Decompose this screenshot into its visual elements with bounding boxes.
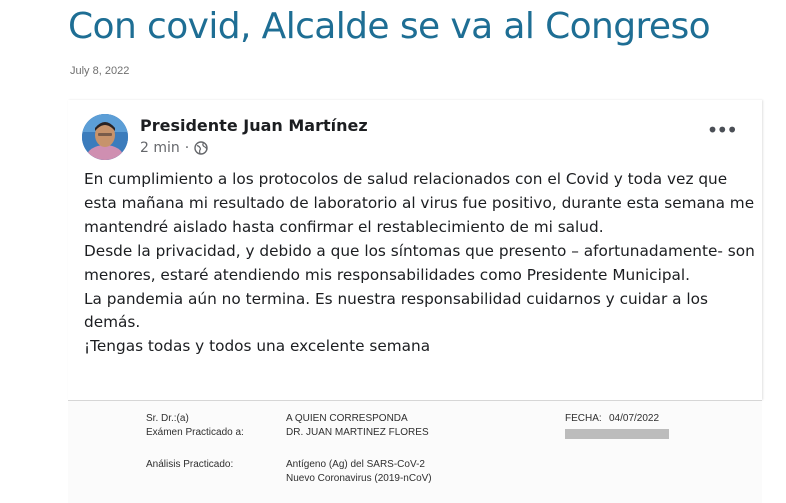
doc-sr-value: A QUIEN CORRESPONDA — [286, 413, 408, 424]
ellipsis-icon[interactable]: ••• — [706, 118, 736, 142]
facebook-post-screenshot — [68, 100, 762, 400]
post-paragraph: Desde la privacidad, y debido a que los síntomas que presento – afortunadamente- son menores, estaré atendiendo mis responsabilidades como Presidente Municipal. — [84, 241, 755, 284]
post-meta — [140, 140, 208, 156]
doc-analysis-value: Antígeno (Ag) del SARS-CoV-2 — [286, 459, 425, 470]
post-paragraph: La pandemia aún no termina. Es nuestra responsabilidad cuidarnos y cuidar a los demás. — [84, 289, 708, 332]
doc-analysis-label: Análisis Practicado: — [146, 459, 234, 470]
profile-photo — [82, 114, 128, 160]
post-paragraph: ¡Tengas todas y todos una excelente semana — [84, 337, 431, 356]
avatar[interactable] — [82, 114, 128, 160]
doc-exam-value: DR. JUAN MARTINEZ FLORES — [286, 427, 429, 438]
meta-separator: · — [184, 140, 190, 156]
post-paragraph: En cumplimiento a los protocolos de salud relacionados con el Covid y toda vez que esta mañana mi resultado de laboratorio al virus fue positivo, durante esta semana me mantendré aislado hasta confirmar el restablecimiento de mi salud. — [84, 170, 755, 236]
doc-date-value: 04/07/2022 — [609, 413, 660, 424]
doc-analysis-value-2: Nuevo Coronavirus (2019-nCoV) — [286, 473, 432, 484]
globe-icon[interactable] — [194, 141, 208, 155]
doc-exam-label: Exámen Practicado a: — [146, 427, 244, 438]
post-body — [84, 168, 760, 359]
post-author[interactable]: Presidente Juan Martínez — [140, 116, 368, 135]
doc-date-label: FECHA: — [565, 413, 602, 424]
lab-document — [68, 400, 762, 503]
doc-sr-label: Sr. Dr.:(a) — [146, 413, 189, 424]
article-date: July 8, 2022 — [70, 65, 130, 77]
post-time[interactable]: 2 min — [140, 140, 180, 156]
article-title: Con covid, Alcalde se va al Congreso — [68, 6, 711, 47]
redacted-block — [565, 429, 669, 439]
